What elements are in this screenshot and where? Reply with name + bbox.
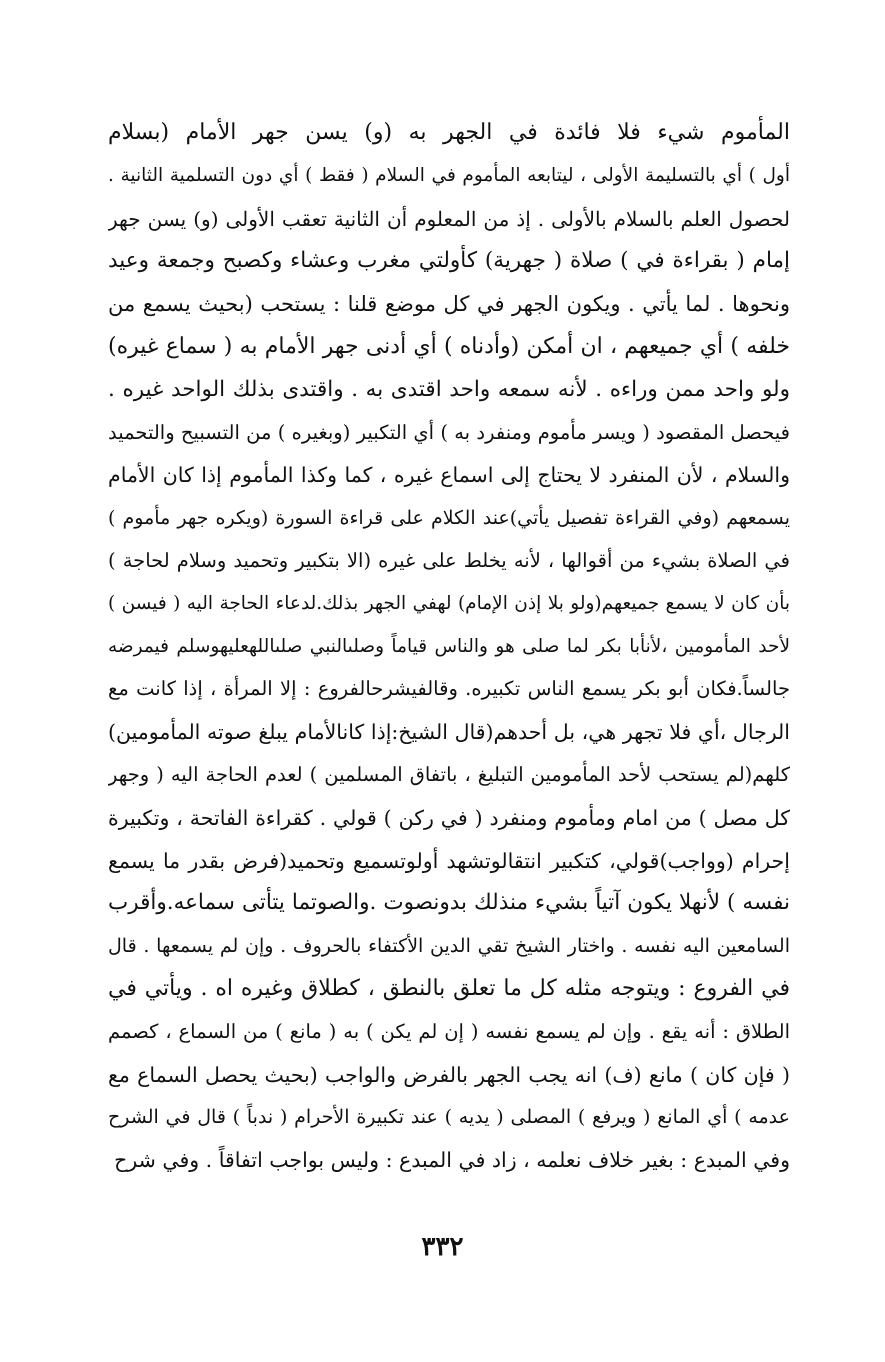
- body-text: [108, 112, 790, 1182]
- text-line: الرجال ،أي فلا تجهر هي، بل أحدهم(قال الشيخ:إذا كانالأمام يبلغ صوته المأمومين): [108, 720, 790, 745]
- text-line: في الفروع : ويتوجه مثله كل ما تعلق بالنطق ، كطلاق وغيره اه . ويأتي في: [108, 975, 790, 1001]
- text-line: ولو واحد ممن وراءه . لأنه سمعه واحد اقتدى به . واقتدى بذلك الواحد غيره .: [108, 376, 790, 402]
- text-line: المأموم شيء فلا فائدة في الجهر به (و) يسن جهر الأمام (بسلام: [108, 120, 790, 145]
- text-line: بأن كان لا يسمع جميعهم(ولو بلا إذن الإمام) لهفي الجهر بذلك.لدعاء الحاجة اليه ( فيسن ): [108, 592, 790, 614]
- text-line: الطلاق : أنه يقع . وإن لم يسمع نفسه ( إن لم يكن ) به ( مانع ) من السماع ، كصمم: [108, 1019, 790, 1043]
- text-line: وفي المبدع : بغير خلاف نعلمه ، زاد في المبدع : وليس بواجب اتفاقاً . وفي شرح: [114, 1148, 790, 1173]
- text-line: والسلام ، لأن المنفرد لا يحتاج إلى اسماع غيره ، كما وكذا المأموم إذا كان الأمام: [108, 463, 790, 488]
- text-line: كلهم(لم يستحب لأحد المأمومين التبليغ ، باتفاق المسلمين ) لعدم الحاجة اليه ( وجهر: [108, 762, 790, 786]
- text-line: إمام ( بقراءة في ) صلاة ( جهرية) كأولتي مغرب وعشاء وكصبح وجمعة وعيد: [108, 248, 790, 274]
- text-line: خلفه ) أي جميعهم ، ان أمكن (وأدناه ) أي أدنى جهر الأمام به ( سماع غيره): [108, 333, 790, 359]
- text-line: عدمه ) أي المانع ( ويرفع ) المصلى ( يديه ) عند تكبيرة الأحرام ( ندباً ) قال في الشرح: [108, 1106, 790, 1129]
- text-line: ونحوها . لما يأتي . ويكون الجهر في كل موضع قلنا : يستحب (بحيث يسمع من: [108, 292, 790, 317]
- text-line: ( فإن كان ) مانع (ف) انه يجب الجهر بالفرض والواجب (بحيث يحصل السماع مع: [108, 1062, 790, 1087]
- text-line: كل مصل ) من امام ومأموم ومنفرد ( في ركن ) قولي . كقراءة الفاتحة ، وتكبيرة: [108, 805, 790, 830]
- text-line: نفسه ) لأنهلا يكون آتياً بشيء منذلك بدونصوت .والصوتما يتأتى سماعه.وأقرب: [108, 890, 790, 916]
- text-line: لحصول العلم بالسلام بالأولى . إذ من المعلوم أن الثانية تعقب الأولى (و) يسن جهر: [108, 206, 790, 231]
- text-line: السامعين اليه نفسه . واختار الشيخ تقي الدين الأكتفاء بالحروف . وإن لم يسمعها . قال: [108, 935, 790, 958]
- text-line: يسمعهم (وفي القراءة تفصيل يأتي)عند الكلام على قراءة السورة (ويكره جهر مأموم ): [108, 507, 790, 530]
- text-line: في الصلاة بشيء من أقوالها ، لأنه يخلط على غيره (الا بتكبير وتحميد وسلام لحاجة ): [108, 548, 790, 572]
- page-number: ٣٣٢: [421, 1232, 464, 1262]
- text-line: جالساً.فكان أبو بكر يسمع الناس تكبيره. وقالفيشرحالفروع : إلا المرأة ، إذا كانت مع: [108, 677, 790, 701]
- text-line: إحرام (وواجب)قولي، كتكبير انتقالوتشهد أولوتسميع وتحميد(فرض بقدر ما يسمع: [108, 848, 790, 873]
- text-line: أول ) أي بالتسليمة الأولى ، ليتابعه المأموم في السلام ( فقط ) أي دون التسلمية الثانية .: [108, 164, 790, 186]
- text-line: فيحصل المقصود ( ويسر مأموم ومنفرد به ) أي التكبير (وبغيره ) من التسبيح والتحميد: [108, 420, 790, 444]
- text-line: لأحد المأمومين ،لأنأبا بكر لما صلى هو والناس قياماً وصلىالنبي صلىاللهعليهوسلم فيمرضه: [108, 635, 790, 657]
